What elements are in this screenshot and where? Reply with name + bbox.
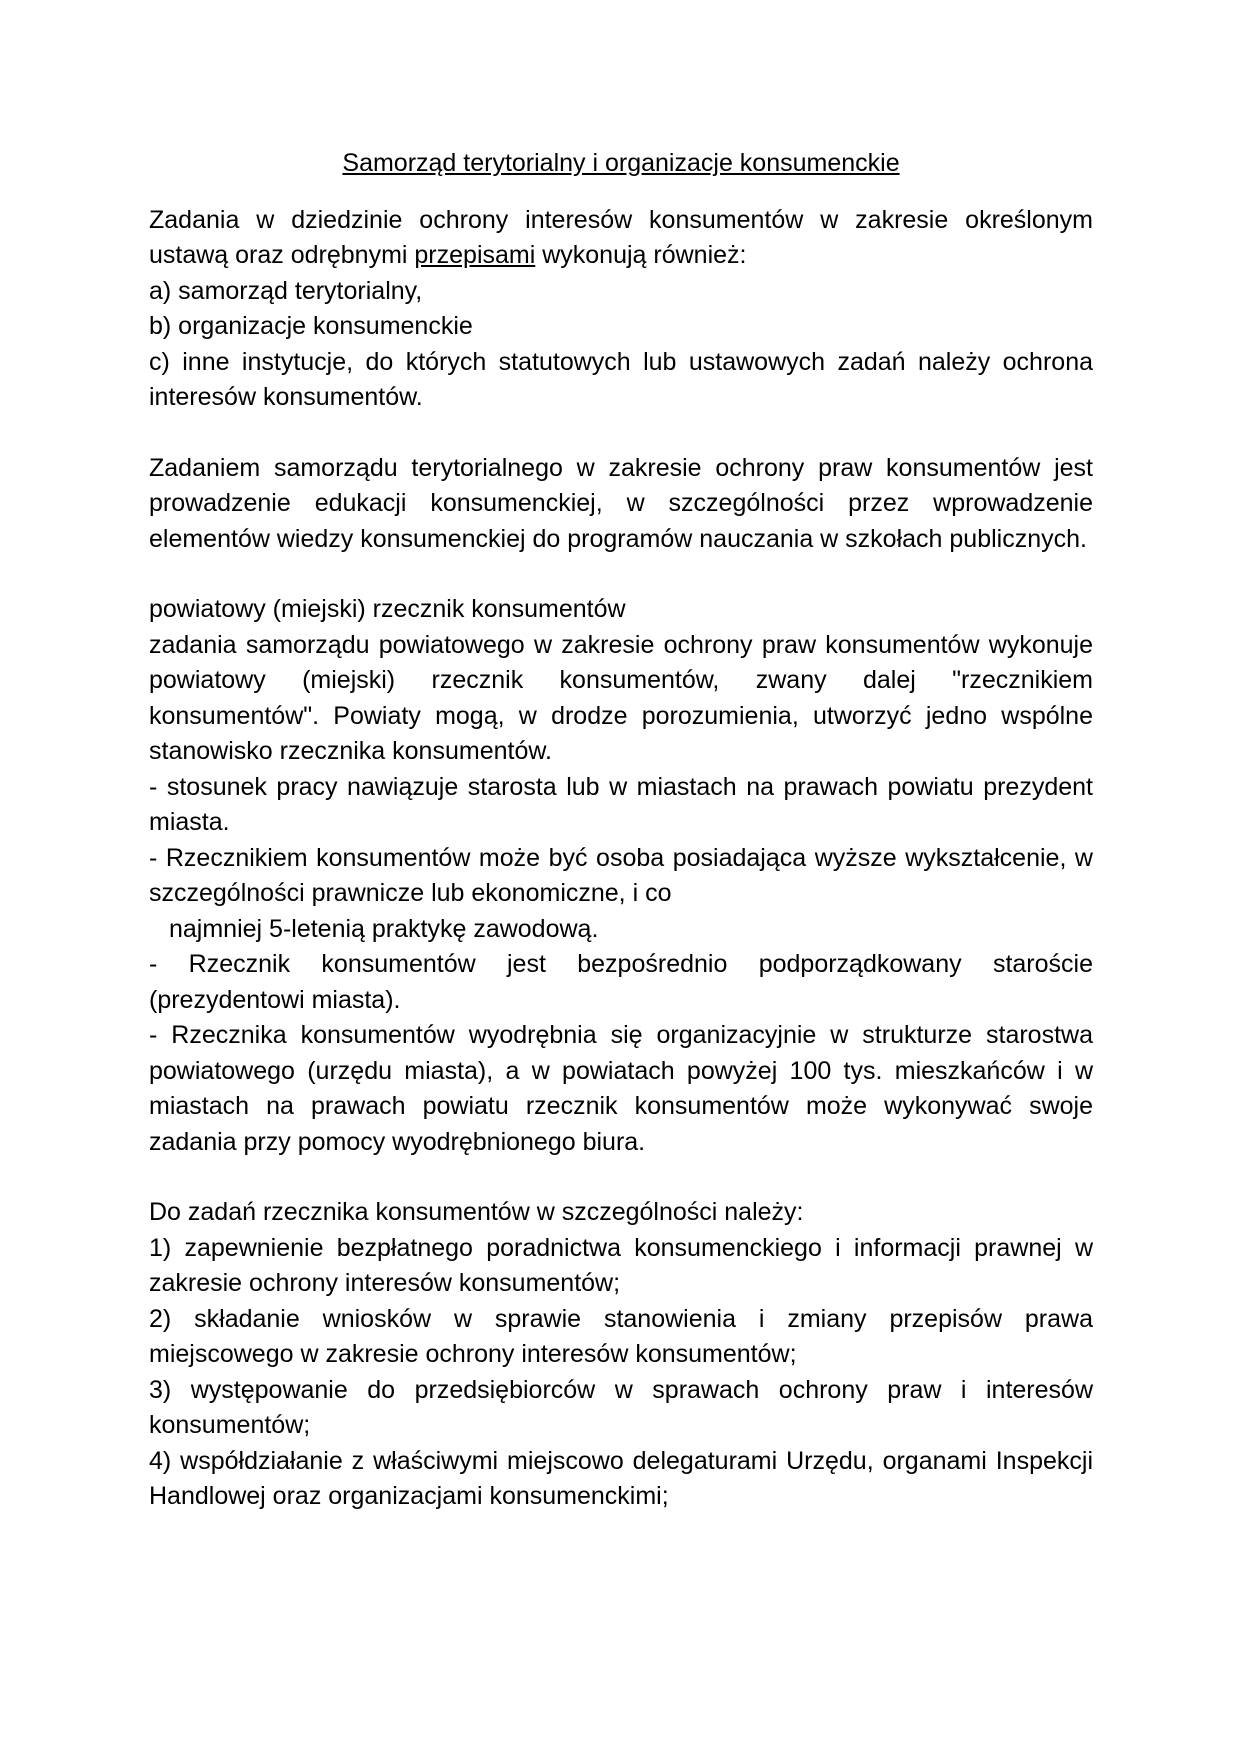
spacer bbox=[149, 557, 1093, 592]
rzecznik-paragraph: zadania samorządu powiatowego w zakresie ochrony praw konsumentów wykonuje powiatowy (miejski) rzecznik konsumentów, zwany dalej "rzecznikiem konsumentów". Powiaty mogą, w drodze porozumienia, utworzyć jedno wspólne stanowisko rzecznika konsumentów. bbox=[149, 630, 1093, 765]
intro-item-c: c) inne instytucje, do których statutowych lub ustawowych zadań należy ochrona interesów konsumentów. bbox=[149, 347, 1093, 411]
spacer bbox=[149, 1160, 1093, 1195]
zadania-item-3: 3) występowanie do przedsiębiorców w sprawach ochrony praw i interesów konsumentów; bbox=[149, 1375, 1093, 1439]
rzecznik-heading: powiatowy (miejski) rzecznik konsumentów bbox=[149, 595, 626, 623]
spacer bbox=[149, 416, 1093, 451]
zadania-heading: Do zadań rzecznika konsumentów w szczególności należy: bbox=[149, 1198, 804, 1226]
intro-text-end: wykonują również: bbox=[535, 241, 747, 269]
zadania-item-2: 2) składanie wniosków w sprawie stanowienia i zmiany przepisów prawa miejscowego w zakresie ochrony interesów konsumentów; bbox=[149, 1304, 1093, 1368]
intro-item-a: a) samorząd terytorialny, bbox=[149, 276, 423, 305]
intro-item-b: b) organizacje konsumenckie bbox=[149, 312, 473, 340]
rzecznik-bullet-3: - Rzecznik konsumentów jest bezpośrednio podporządkowany staroście (prezydentowi miasta). bbox=[149, 950, 1093, 1014]
rzecznik-bullet-4: - Rzecznika konsumentów wyodrębnia się organizacyjnie w strukturze starostwa powiatowego (urzędu miasta), a w powiatach powyżej 100 tys. mieszkańców i w miastach na prawach powiatu rzecznik konsumentów może wykonywać swoje zadania przy pomocy wyodrębnionego biura. bbox=[149, 1021, 1093, 1156]
intro-paragraph bbox=[149, 203, 1093, 274]
przepisami-link[interactable]: przepisami bbox=[414, 241, 536, 269]
rzecznik-bullet-1: - stosunek pracy nawiązuje starosta lub w miastach na prawach powiatu prezydent miasta. bbox=[149, 772, 1093, 836]
zadania-item-4: 4) współdziałanie z właściwymi miejscowo delegaturami Urzędu, organami Inspekcji Handlowej oraz organizacjami konsumenckimi; bbox=[149, 1446, 1093, 1510]
zadania-item-1: 1) zapewnienie bezpłatnego poradnictwa konsumenckiego i informacji prawnej w zakresie ochrony interesów konsumentów; bbox=[149, 1233, 1093, 1297]
rzecznik-bullet-2: - Rzecznikiem konsumentów może być osoba posiadająca wyższe wykształcenie, w szczególności prawnicze lub ekonomiczne, i co bbox=[149, 843, 1093, 907]
samorzad-paragraph: Zadaniem samorządu terytorialnego w zakresie ochrony praw konsumentów jest prowadzenie edukacji konsumenckiej, w szczególności przez wprowadzenie elementów wiedzy konsumenckiej do programów nauczania w szkołach publicznych. bbox=[149, 453, 1093, 553]
document-title: Samorząd terytorialny i organizacje konsumenckie bbox=[342, 149, 900, 177]
rzecznik-bullet-2-continued: najmniej 5-letenią praktykę zawodową. bbox=[169, 914, 599, 943]
intro-text-start: Zadania w dziedzinie ochrony interesów konsumentów w zakresie określonym ustawą oraz odrębnymi bbox=[149, 205, 1093, 269]
document-page bbox=[149, 146, 1093, 1515]
